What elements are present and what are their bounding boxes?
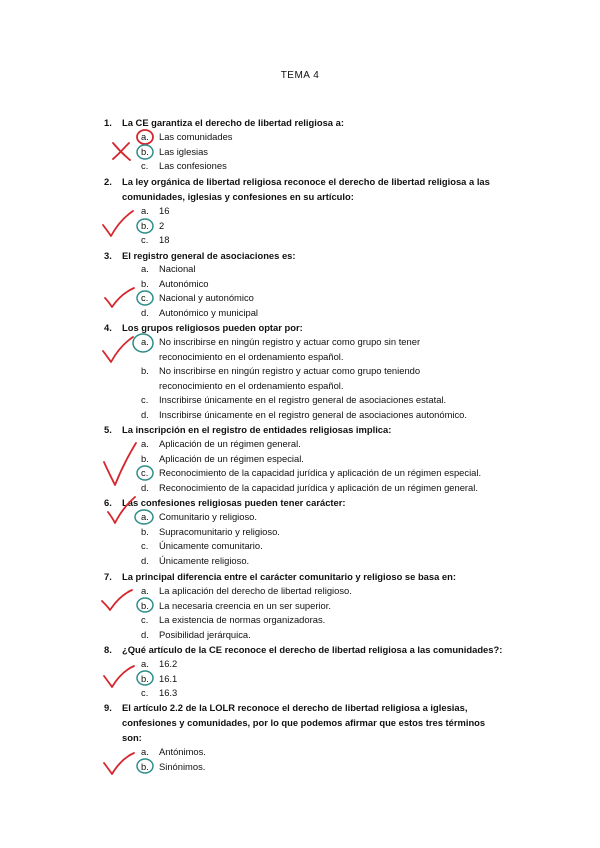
cross-mark-icon bbox=[113, 143, 130, 160]
option-text: reconocimiento en el ordenamiento español. bbox=[159, 350, 344, 362]
option-text: Sinónimos. bbox=[159, 760, 206, 772]
option-text: La necesaria creencia en un ser superior. bbox=[159, 599, 331, 611]
option-letter: b. bbox=[141, 219, 149, 231]
option-letter: b. bbox=[141, 277, 149, 289]
option-letter: c. bbox=[141, 292, 149, 303]
check-mark-icon bbox=[102, 590, 132, 610]
question-text: Las confesiones religiosas pueden tener carácter: bbox=[122, 497, 346, 508]
option-text: Únicamente comunitario. bbox=[159, 540, 263, 551]
option-text: 2 bbox=[159, 219, 165, 231]
question-number: 3. bbox=[104, 249, 112, 261]
option-text: Las comunidades bbox=[159, 131, 233, 142]
option-text: Nacional y autonómico bbox=[159, 292, 254, 303]
question-text: El artículo 2.2 de la LOLR reconoce el derecho de libertad religiosa a iglesias, bbox=[122, 702, 468, 713]
check-mark-icon bbox=[104, 753, 134, 774]
option-letter: d. bbox=[141, 306, 149, 318]
option-letter: c. bbox=[141, 540, 149, 551]
option-letter: b. bbox=[141, 145, 149, 157]
option-text: La existencia de normas organizadoras. bbox=[159, 614, 326, 625]
option-text: 18 bbox=[159, 234, 170, 245]
option-text: Autonómico y municipal bbox=[159, 306, 259, 318]
option-text: Comunitario y religioso. bbox=[159, 511, 257, 522]
option-text: 16.1 bbox=[159, 672, 178, 684]
option-letter: c. bbox=[141, 234, 149, 245]
option-text: Reconocimiento de la capacidad jurídica y aplicación de un régimen general. bbox=[159, 481, 478, 493]
question-number: 2. bbox=[104, 176, 112, 187]
page-title: TEMA 4 bbox=[280, 70, 320, 81]
option-letter: a. bbox=[141, 585, 149, 596]
option-text: Antónimos. bbox=[159, 746, 206, 757]
option-letter: c. bbox=[141, 614, 149, 625]
question-number: 8. bbox=[104, 644, 112, 655]
question-number: 4. bbox=[104, 322, 112, 333]
option-text: Únicamente religioso. bbox=[159, 554, 250, 566]
option-letter: a. bbox=[141, 336, 149, 347]
option-letter: a. bbox=[141, 131, 149, 142]
option-letter: a. bbox=[141, 746, 149, 757]
option-letter: d. bbox=[141, 408, 149, 420]
option-letter: b. bbox=[141, 525, 149, 537]
question-text: ¿Qué artículo de la CE reconoce el derecho de libertad religiosa a las comunidades?: bbox=[122, 644, 503, 655]
option-letter: b. bbox=[141, 365, 149, 376]
check-mark-icon bbox=[103, 211, 133, 236]
check-mark-icon bbox=[104, 666, 134, 687]
option-text: reconocimiento en el ordenamiento español. bbox=[159, 379, 344, 391]
question-text: Los grupos religiosos pueden optar por: bbox=[122, 322, 303, 333]
option-letter: b. bbox=[141, 760, 149, 772]
check-mark-icon bbox=[104, 443, 136, 485]
option-letter: c. bbox=[141, 467, 149, 478]
check-mark-icon bbox=[105, 288, 134, 307]
option-text: 16.2 bbox=[159, 658, 178, 669]
question-number: 5. bbox=[104, 424, 112, 435]
option-letter: d. bbox=[141, 554, 149, 566]
question-text: La ley orgánica de libertad religiosa reconoce el derecho de libertad religiosa a las bbox=[122, 176, 490, 187]
option-text: Nacional bbox=[159, 263, 196, 274]
option-text: No inscribirse en ningún registro y actuar como grupo teniendo bbox=[159, 365, 421, 376]
question-text: La principal diferencia entre el carácter comunitario y religioso se basa en: bbox=[122, 571, 456, 582]
option-text: Autonómico bbox=[159, 277, 209, 289]
option-text: Inscribirse únicamente en el registro general de asociaciones autonómico. bbox=[159, 408, 467, 420]
question-text: La inscripción en el registro de entidades religiosas implica: bbox=[122, 424, 392, 435]
question-number: 1. bbox=[104, 117, 112, 128]
question-number: 9. bbox=[104, 702, 112, 713]
option-letter: d. bbox=[141, 628, 149, 640]
question-text: El registro general de asociaciones es: bbox=[122, 249, 296, 261]
option-letter: b. bbox=[141, 599, 149, 611]
option-letter: a. bbox=[141, 658, 149, 669]
question-text: comunidades, iglesias y confesiones en su artículo: bbox=[122, 191, 354, 202]
option-text: Aplicación de un régimen general. bbox=[159, 438, 301, 449]
question-number: 6. bbox=[104, 497, 112, 508]
option-text: Posibilidad jerárquica. bbox=[159, 628, 251, 640]
option-letter: a. bbox=[141, 511, 149, 522]
option-text: 16.3 bbox=[159, 687, 178, 698]
option-text: Reconocimiento de la capacidad jurídica y aplicación de un régimen especial. bbox=[159, 467, 482, 478]
option-letter: a. bbox=[141, 263, 149, 274]
question-text: La CE garantiza el derecho de libertad religiosa a: bbox=[122, 117, 344, 128]
option-text: Aplicación de un régimen especial. bbox=[159, 452, 304, 464]
option-letter: c. bbox=[141, 394, 149, 405]
option-text: 16 bbox=[159, 205, 170, 216]
option-letter: a. bbox=[141, 438, 149, 449]
check-mark-icon bbox=[103, 337, 133, 362]
question-number: 7. bbox=[104, 571, 112, 582]
question-text: son: bbox=[122, 732, 142, 743]
option-letter: c. bbox=[141, 160, 149, 171]
option-text: No inscribirse en ningún registro y actuar como grupo sin tener bbox=[159, 336, 421, 347]
option-letter: b. bbox=[141, 452, 149, 464]
question-text: confesiones y comunidades, por lo que podemos afirmar que estos tres términos bbox=[122, 717, 486, 728]
option-letter: b. bbox=[141, 672, 149, 684]
option-text: Las iglesias bbox=[159, 145, 208, 157]
option-letter: a. bbox=[141, 205, 149, 216]
option-text: Supracomunitario y religioso. bbox=[159, 525, 280, 537]
option-letter: d. bbox=[141, 481, 149, 493]
option-text: Las confesiones bbox=[159, 160, 227, 171]
option-text: La aplicación del derecho de libertad religioso. bbox=[159, 585, 352, 596]
option-letter: c. bbox=[141, 687, 149, 698]
option-text: Inscribirse únicamente en el registro general de asociaciones estatal. bbox=[159, 394, 447, 405]
